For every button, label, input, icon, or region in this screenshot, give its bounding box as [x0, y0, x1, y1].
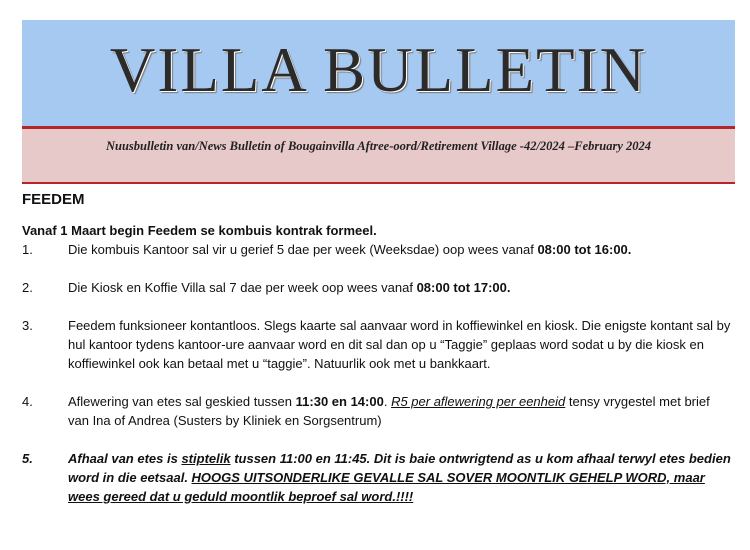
item-text: Die kombuis Kantoor sal vir u gerief 5 dae per week (Weeksdae) oop wees vanaf	[68, 242, 538, 257]
list-item-3	[22, 316, 732, 373]
emphasis-stiptelik: stiptelik	[181, 451, 231, 466]
list-item-5	[22, 449, 732, 506]
item-text: Afhaal van etes is	[68, 451, 182, 466]
item-text: Feedem funksioneer kontantloos. Slegs kaarte sal aanvaar word in koffiewinkel en kiosk. Die enigste kontant sal by hul kantoor tydens kantoor-ure aanvaar word en dit sal dan op u “Taggie” geplaas word sodat u by die kiosk en koffiewinkel ook kan betaal met u “taggie”. Natuurlik ook met u bankkaart.	[68, 318, 731, 371]
list-item-2	[22, 278, 732, 297]
section-intro: Vanaf 1 Maart begin Feedem se kombuis kontrak formeel.	[22, 223, 377, 238]
item-text-b: .	[383, 394, 392, 409]
list-item-1	[22, 240, 732, 259]
item-number: 1.	[22, 242, 33, 257]
item-hours: 08:00 tot 17:00.	[416, 280, 511, 295]
item-number: 4.	[22, 394, 33, 409]
bulletin-content	[22, 190, 732, 525]
list-item-4	[22, 392, 732, 430]
item-number: 5.	[22, 451, 33, 466]
masthead-subtitle-band	[22, 129, 735, 184]
bulletin-title: VILLA BULLETIN	[109, 35, 648, 105]
bulletin-subtitle: Nuusbulletin van/News Bulletin of Bougainvilla Aftree-oord/Retirement Village -42/2024 –February 2024	[105, 139, 652, 153]
exceptional-cases-note: HOOGS UITSONDERLIKE GEVALLE SAL SOVER MOONTLIK GEHELP WORD, maar wees gereed dat u geduld moontlik beproef sal word.!!!!	[68, 470, 705, 504]
bulletin-masthead	[22, 20, 735, 164]
masthead-title-band	[22, 20, 735, 126]
item-hours: 11:30 en 14:00	[295, 394, 384, 409]
item-number: 3.	[22, 318, 33, 333]
item-text-b: tussen 11:00 en 11:45. Dit is baie ontwrigtend as u kom afhaal terwyl etes bedien word in die eetsaal.	[68, 451, 731, 485]
item-text-c: tensy vrygestel met brief van Ina of Andrea (Susters by Kliniek en Sorgsentrum)	[68, 394, 710, 428]
delivery-fee: R5 per aflewering per eenheid	[391, 394, 566, 409]
item-text: Aflewering van etes sal geskied tussen	[68, 394, 296, 409]
item-hours: 08:00 tot 16:00.	[537, 242, 632, 257]
section-heading: FEEDEM	[22, 191, 85, 208]
item-text: Die Kiosk en Koffie Villa sal 7 dae per week oop wees vanaf	[68, 280, 417, 295]
item-number: 2.	[22, 280, 33, 295]
